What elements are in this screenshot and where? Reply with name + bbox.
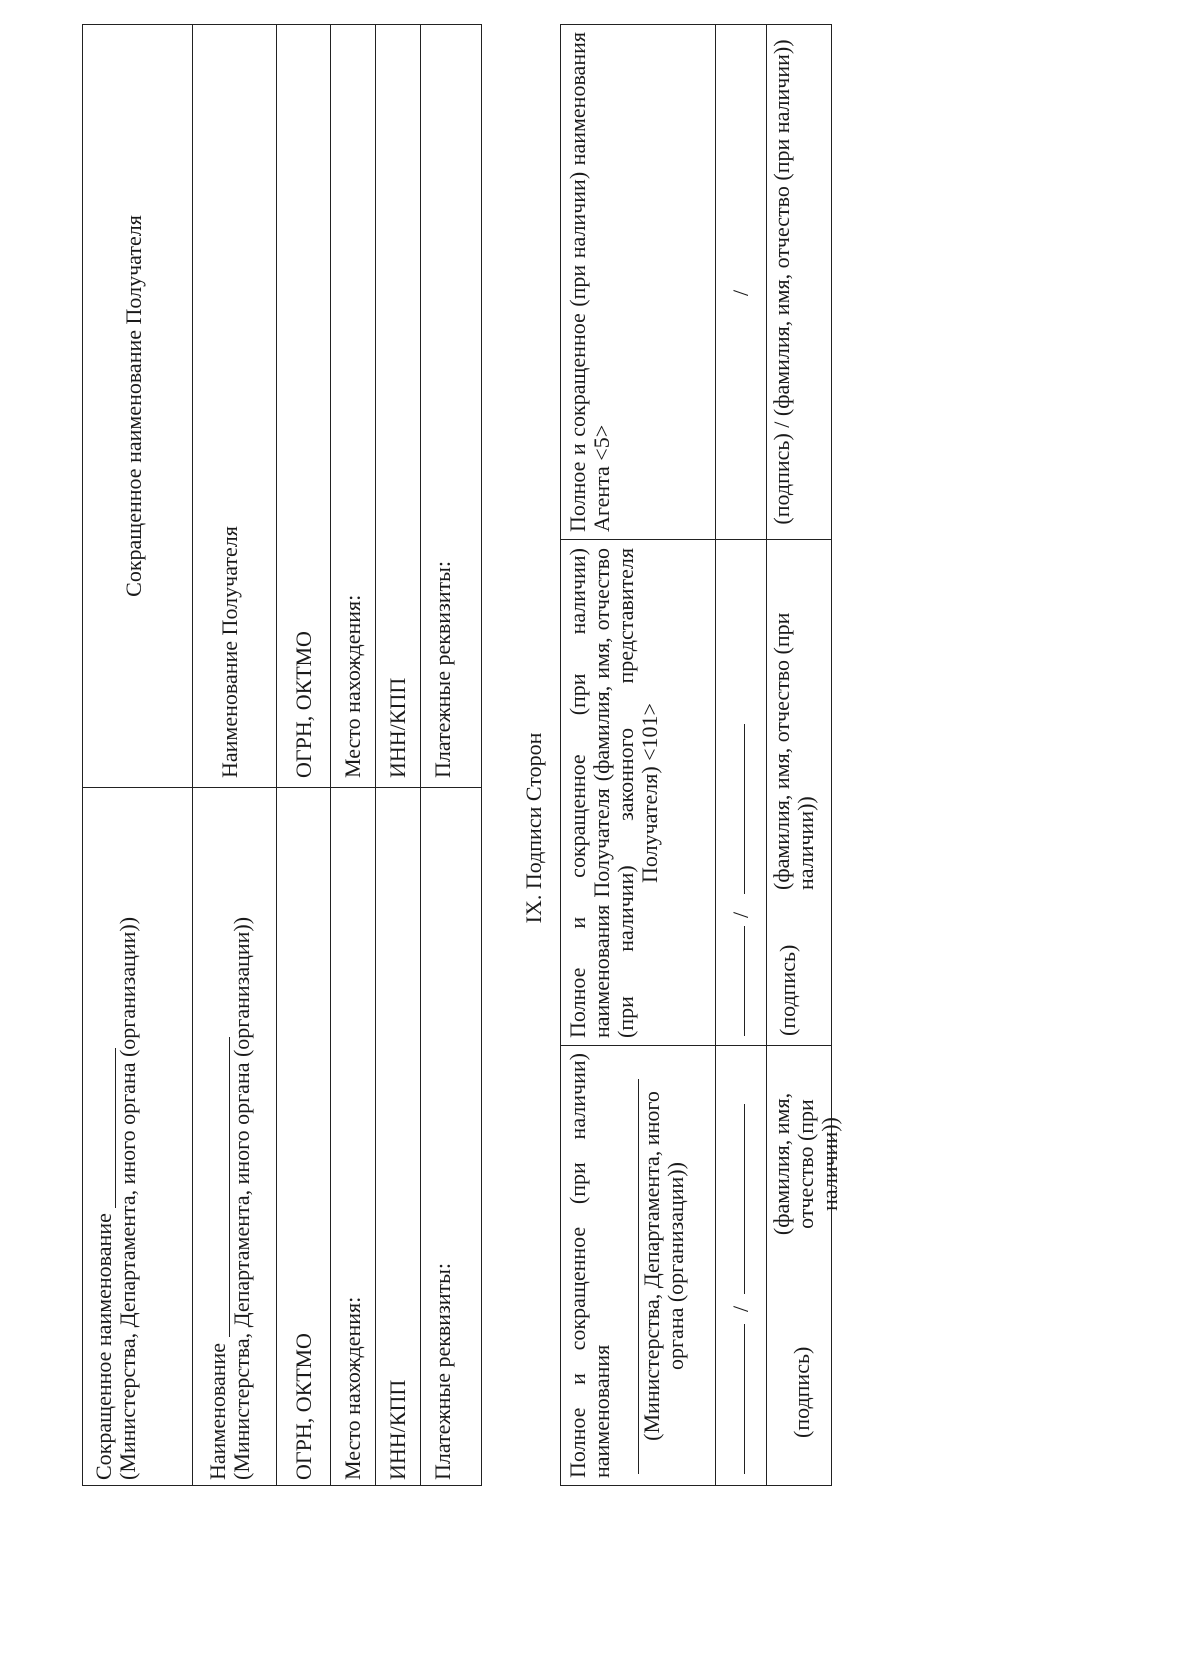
sign-caption: (подпись): [789, 1346, 814, 1438]
row-divider: [375, 24, 376, 1486]
slash: /: [728, 289, 753, 296]
inn-label: ИНН/КПП: [385, 1379, 410, 1480]
heading-line2: наименования: [589, 1344, 614, 1478]
blank-line: [97, 1048, 116, 1208]
name-line: [744, 1104, 745, 1294]
ogrn-label: ОГРН, ОКТМО: [291, 1333, 316, 1480]
heading-word: (при: [565, 1162, 590, 1205]
sign-caption: (подпись) / (фамилия, имя, отчество (при наличии)): [769, 39, 794, 525]
payment-label: Платежные реквизиты:: [430, 1262, 455, 1480]
col1-heading: [566, 1053, 614, 1478]
recipient-name: Наименование Получателя: [217, 526, 242, 778]
recipient-inn: ИНН/КПП: [385, 677, 410, 778]
row-divider: [715, 24, 716, 1486]
section-title: IX. Подписи Сторон: [521, 732, 546, 924]
recipient-payment: Платежные реквизиты:: [430, 560, 455, 778]
short-name-label: Сокращенное наименование: [91, 1213, 116, 1480]
slash: /: [728, 911, 753, 918]
row-divider: [420, 24, 421, 1486]
sign-line: [744, 1324, 745, 1474]
recipient-location: Место нахождения:: [340, 594, 365, 778]
org-hint: (Министерства, Департамента, иного органа (организации)): [229, 916, 254, 1480]
column-divider: [560, 539, 832, 540]
name-label: Наименование: [205, 1342, 230, 1480]
short-name-cell: [92, 800, 140, 1480]
sign-caption: (подпись): [775, 944, 800, 1036]
row-divider: [766, 24, 767, 1486]
recipient-short-name: Сокращенное наименование Получателя: [121, 215, 146, 597]
sign-line: [744, 926, 745, 1036]
name-caption: (фамилия, имя, отчество (при наличии)): [769, 612, 818, 890]
recipient-ogrn: ОГРН, ОКТМО: [291, 631, 316, 778]
column-divider: [560, 1045, 832, 1046]
name-line: [744, 724, 745, 894]
blank-line: [211, 1037, 230, 1337]
heading-word: и: [565, 1373, 590, 1385]
name-caption: (фамилия, имя, отчество (при наличии)): [769, 1092, 842, 1236]
row-divider: [330, 24, 331, 1486]
location-label: Место нахождения:: [340, 1296, 365, 1480]
org-hint: (Министерства, Департамента, иного органа (организации)): [639, 1091, 688, 1441]
slash: /: [728, 1305, 753, 1312]
org-hint: (Министерства, Департамента, иного органа (организации)): [115, 916, 140, 1480]
heading-word: Полное: [565, 1407, 590, 1478]
heading-word: сокращенное: [565, 1226, 590, 1351]
row-divider: [276, 24, 277, 1486]
row-divider: [192, 24, 193, 1486]
name-cell: [206, 800, 254, 1480]
heading-word: наличии): [565, 1053, 590, 1140]
col3-heading: Полное и сокращенное (при наличии) наименования Агента <5>: [565, 32, 614, 532]
col2-heading: Полное и сокращенное (при наличии) наименования Получателя (фамилия, имя, отчество (при наличии) законного представителя Получателя) <101>: [565, 548, 662, 1038]
